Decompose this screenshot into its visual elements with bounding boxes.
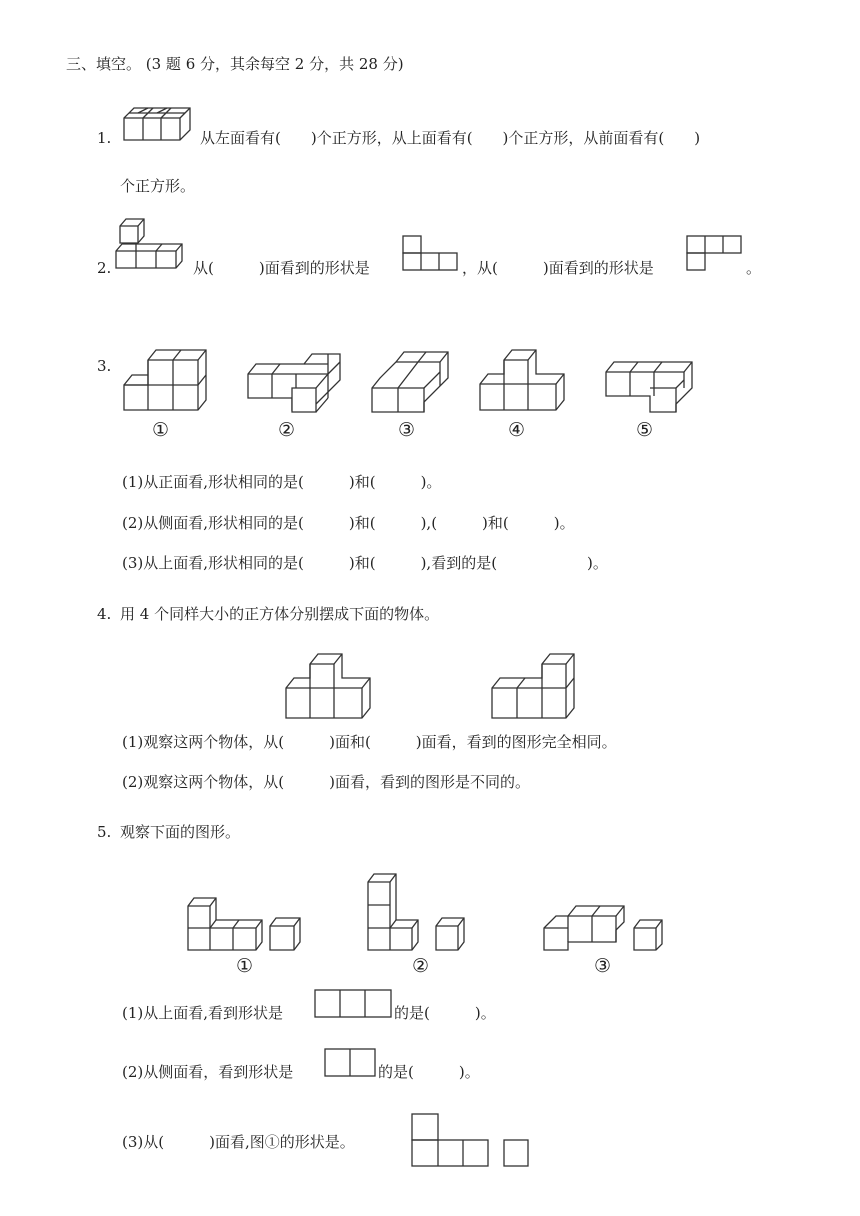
q5-text: 观察下面的图形。 <box>120 823 241 841</box>
q1-cube-row-figure <box>122 106 192 142</box>
q5-label-1: ① <box>236 955 254 977</box>
q3-number: 3. <box>97 357 112 375</box>
q2-number: 2. <box>97 259 112 277</box>
q3-label-2: ② <box>278 419 296 441</box>
q3-label-5: ⑤ <box>636 419 654 441</box>
q5-figure-2 <box>366 872 466 952</box>
q3-sub1: (1)从正面看,形状相同的是( )和( )。 <box>122 473 442 491</box>
section-title: 三、填空。 (3 题 6 分，其余每空 2 分，共 28 分) <box>66 55 404 73</box>
q1-number: 1. <box>97 129 112 147</box>
q5-label-2: ② <box>412 955 430 977</box>
q3-figure-5 <box>604 360 694 414</box>
q5-sub1-text-b: 的是( )。 <box>394 1004 496 1022</box>
q2-text-a: 从( )面看到的形状是 <box>193 259 370 277</box>
q3-label-3: ③ <box>398 419 416 441</box>
q3-sub3: (3)从上面看,形状相同的是( )和( ),看到的是( )。 <box>122 554 608 572</box>
q3-figure-3 <box>370 350 450 416</box>
q3-sub2: (2)从侧面看,形状相同的是( )和( ),( )和( )。 <box>122 514 575 532</box>
q3-label-4: ④ <box>508 419 526 441</box>
q3-figure-2 <box>246 352 344 416</box>
q5-sub1-text-a: (1)从上面看,看到形状是 <box>122 1004 284 1022</box>
q5-figure-1 <box>186 894 306 952</box>
q5-label-3: ③ <box>594 955 612 977</box>
q1-text: 从左面看有( )个正方形，从上面看有( )个正方形，从前面看有( ) <box>200 129 701 147</box>
q3-label-1: ① <box>152 419 170 441</box>
q4-figure-a <box>284 652 374 720</box>
q5-number: 5. <box>97 823 112 841</box>
q5-sub3: (3)从( )面看,图①的形状是。 <box>122 1133 355 1151</box>
q2-text-b: ，从( )面看到的形状是 <box>462 259 654 277</box>
q3-figure-4 <box>478 348 568 414</box>
q5-sub2-text-b: 的是( )。 <box>378 1063 480 1081</box>
q1-text-continued: 个正方形。 <box>120 177 196 195</box>
q5-sub3-shape <box>410 1112 534 1170</box>
q4-text: 用 4 个同样大小的正方体分别摆成下面的物体。 <box>120 605 440 623</box>
q4-sub2: (2)观察这两个物体，从( )面看，看到的图形是不同的。 <box>122 773 530 791</box>
q5-sub2-shape <box>323 1047 379 1079</box>
q3-figure-1 <box>122 348 210 414</box>
q5-sub2-text-a: (2)从侧面看，看到形状是 <box>122 1063 294 1081</box>
q4-sub1: (1)观察这两个物体，从( )面和( )面看，看到的图形完全相同。 <box>122 733 617 751</box>
q5-sub1-shape <box>313 988 395 1020</box>
q2-text-c: 。 <box>746 259 762 277</box>
q2-view-shape-b <box>685 234 745 272</box>
q2-view-shape-a <box>401 234 459 272</box>
q4-figure-b <box>490 652 580 720</box>
q4-number: 4. <box>97 605 112 623</box>
q5-figure-3 <box>542 904 666 952</box>
q2-cube-figure <box>114 216 184 271</box>
